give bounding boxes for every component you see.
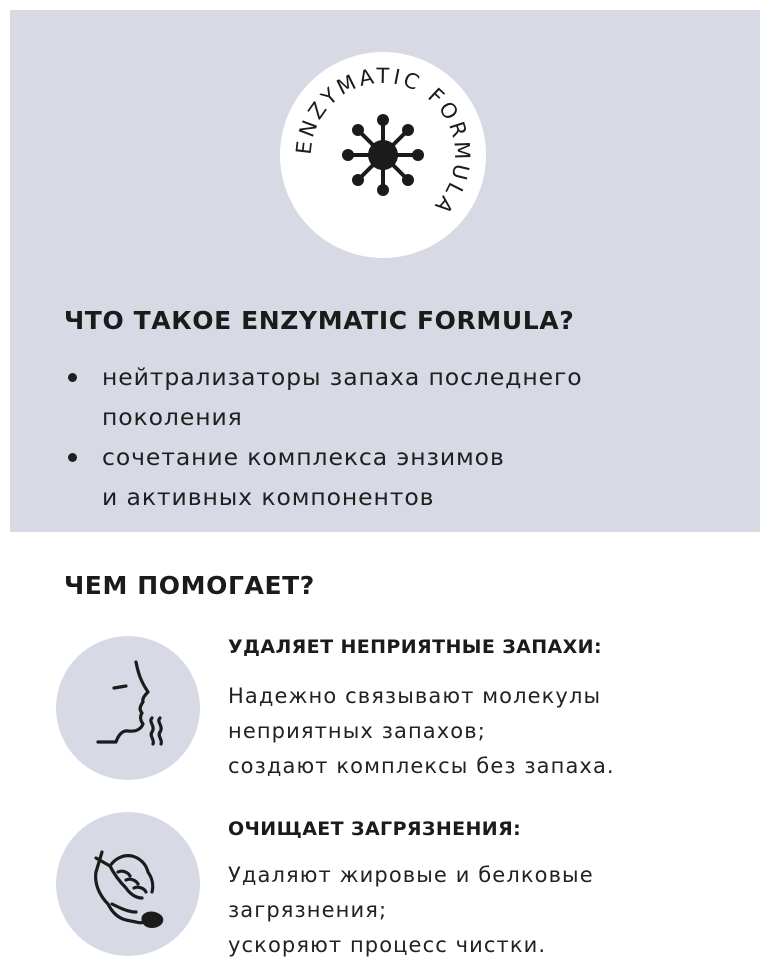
molecule-icon xyxy=(278,50,488,260)
enzymatic-formula-badge xyxy=(278,50,488,260)
bullet-line: и активных компонентов xyxy=(102,483,435,511)
feature-line: Удаляют жировые и белковые xyxy=(228,863,594,887)
bullet-line: поколения xyxy=(102,403,243,431)
list-item xyxy=(62,357,582,437)
feature-text-odor xyxy=(228,679,615,784)
feature-line: ускоряют процесс чистки. xyxy=(228,933,547,957)
bullet-line: нейтрализаторы запаха последнего xyxy=(102,363,583,391)
feature-line: создают комплексы без запаха. xyxy=(228,754,615,778)
feature-line: неприятных запахов; xyxy=(228,719,486,743)
feature-title-odor: УДАЛЯЕТ НЕПРИЯТНЫЕ ЗАПАХИ: xyxy=(228,636,602,658)
face-smell-icon xyxy=(56,636,200,780)
list-item xyxy=(62,437,582,517)
feature-title-dirt: ОЧИЩАЕТ ЗАГРЯЗНЕНИЯ: xyxy=(228,818,522,840)
feature-line: Надежно связывают молекулы xyxy=(228,684,602,708)
bullet-dot xyxy=(68,453,77,462)
feature-text-dirt xyxy=(228,858,594,963)
hand-cleaning-icon xyxy=(56,812,200,956)
bullet-line: сочетание комплекса энзимов xyxy=(102,443,505,471)
section2-title: ЧЕМ ПОМОГАЕТ? xyxy=(64,571,315,600)
feature-line: загрязнения; xyxy=(228,898,388,922)
badge-ring-text: ENZYMATIC FORMULA xyxy=(291,63,475,221)
bullet-dot xyxy=(68,373,77,382)
section1-title: ЧТО ТАКОЕ ENZYMATIC FORMULA? xyxy=(64,306,575,335)
section1-bullet-list xyxy=(62,357,582,517)
